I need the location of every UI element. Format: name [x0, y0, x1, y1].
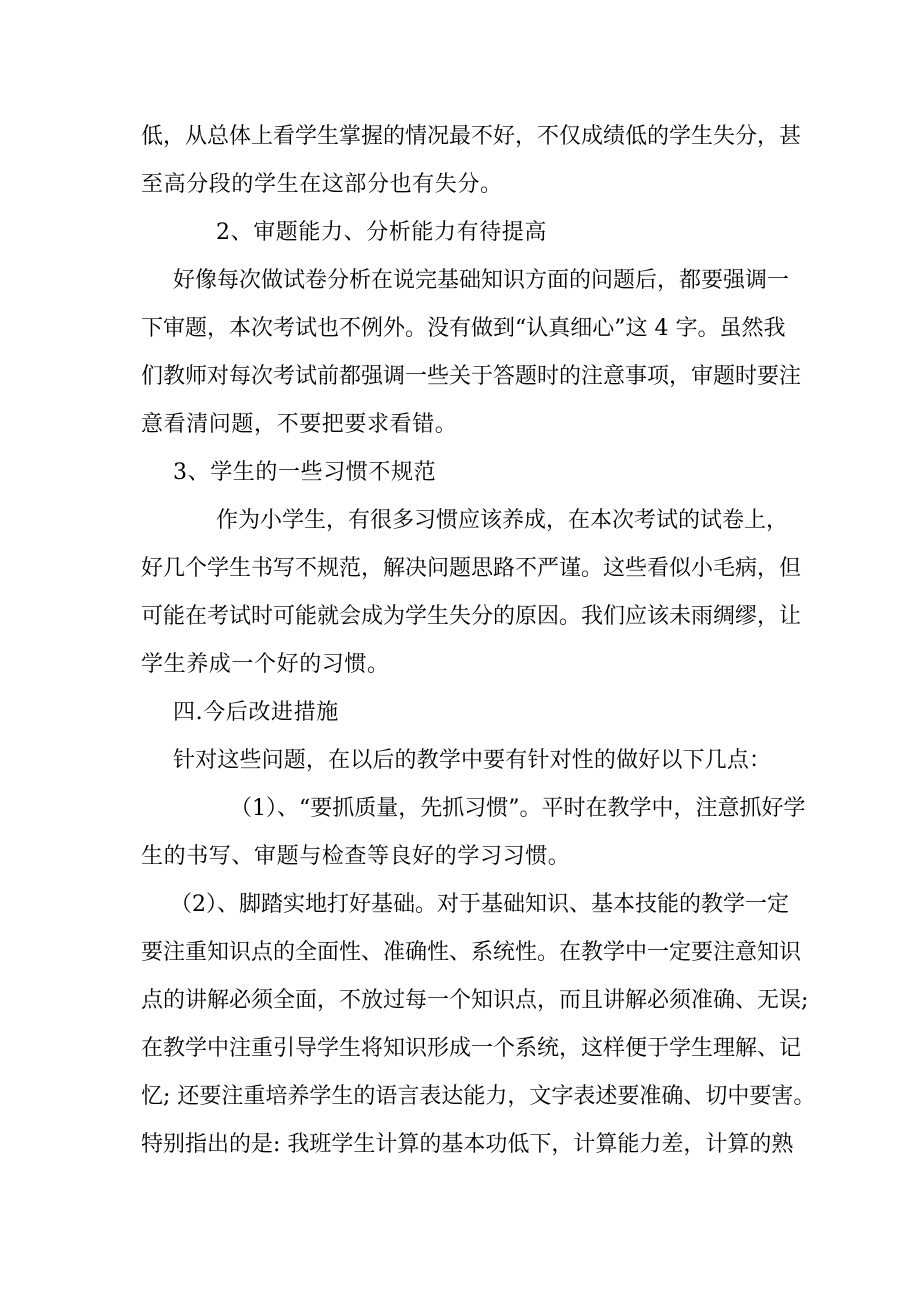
text-line: 要注重知识点的全面性、准确性、系统性。在教学中一定要注意知识 — [141, 940, 802, 965]
text-line: 作为小学生，有很多习惯应该养成，在本次考试的试卷上， — [216, 508, 789, 533]
text-line: 至高分段的学生在这部分也有失分。 — [141, 172, 503, 197]
text-line: 忆; 还要注重培养学生的语言表达能力，文字表述要准确、切中要害。 — [141, 1084, 816, 1109]
text-line: （1）、“要抓质量，先抓习惯”。平时在教学中，注意抓好学 — [230, 796, 806, 821]
section-heading: 3、学生的一些习惯不规范 — [173, 460, 437, 485]
text-line: 们教师对每次考试前都强调一些关于答题时的注意事项，审题时要注 — [141, 364, 802, 389]
text-line: 点的讲解必须全面，不放过每一个知识点，而且讲解必须准确、无误; — [141, 988, 809, 1013]
text-line: （2）、脚踏实地打好基础。对于基础知识、基本技能的教学一定 — [170, 892, 789, 917]
text-line: 学生养成一个好的习惯。 — [141, 652, 390, 677]
text-line: 好几个学生书写不规范，解决问题思路不严谨。这些看似小毛病，但 — [141, 556, 802, 581]
text-line: 针对这些问题，在以后的教学中要有针对性的做好以下几点： — [173, 748, 771, 773]
text-line: 在教学中注重引导学生将知识形成一个系统，这样便于学生理解、记 — [141, 1036, 802, 1061]
text-line: 意看清问题，不要把要求看错。 — [141, 412, 458, 437]
text-line: 生的书写、审题与检查等良好的学习习惯。 — [141, 844, 571, 869]
text-line: 可能在考试时可能就会成为学生失分的原因。我们应该未雨绸缪，让 — [141, 604, 802, 629]
text-line: 特别指出的是: 我班学生计算的基本功低下，计算能力差，计算的熟 — [141, 1132, 794, 1157]
section-heading: 四.今后改进措施 — [173, 700, 339, 725]
text-line: 低，从总体上看学生掌握的情况最不好，不仅成绩低的学生失分，甚 — [141, 124, 802, 149]
section-heading: 2、审题能力、分析能力有待提高 — [216, 220, 547, 245]
text-line: 好像每次做试卷分析在说完基础知识方面的问题后，都要强调一 — [173, 268, 790, 293]
text-line: 下审题，本次考试也不例外。没有做到“认真细心”这 4 字。虽然我 — [141, 316, 786, 341]
